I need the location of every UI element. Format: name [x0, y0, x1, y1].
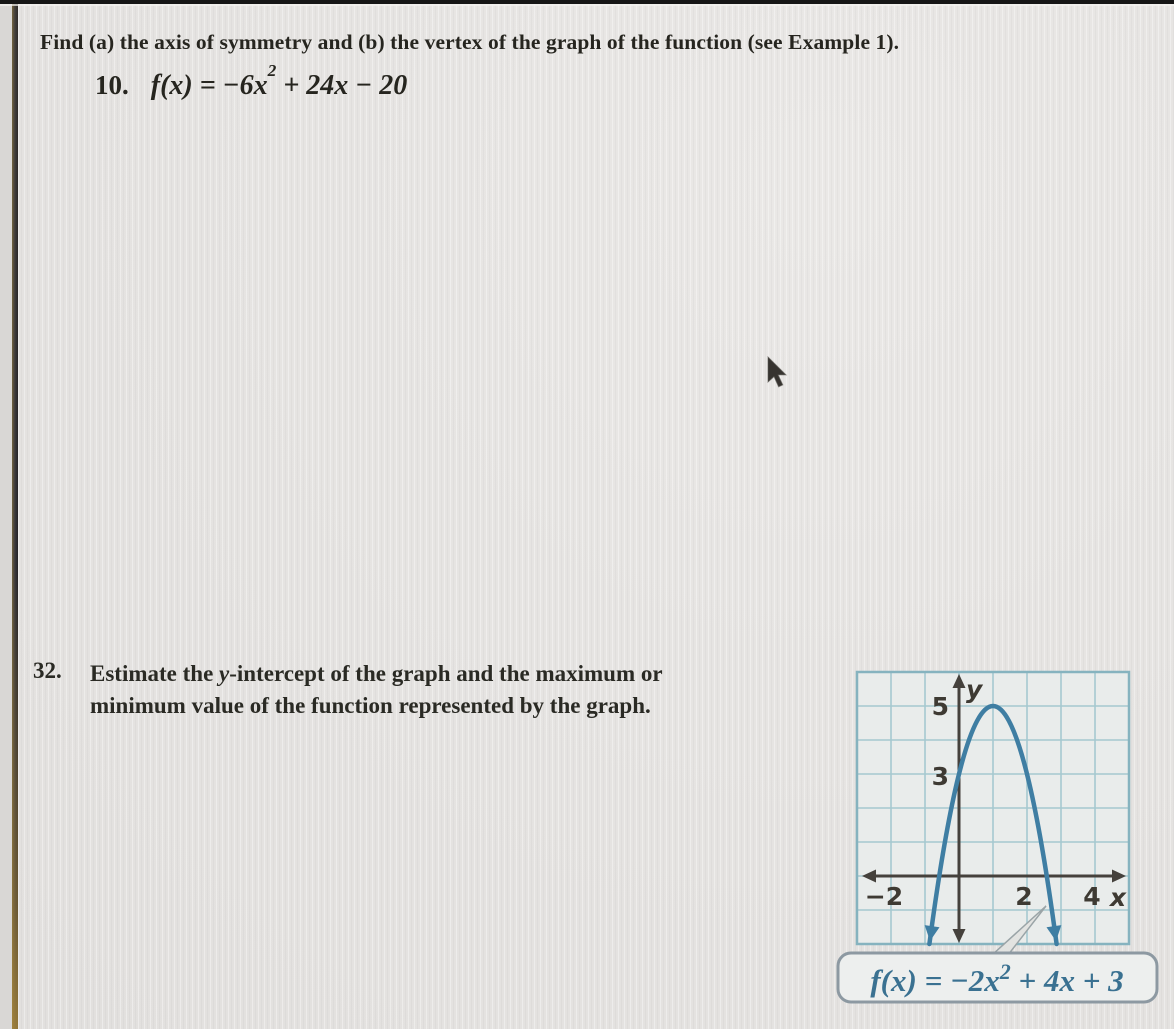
- problem-32: [33, 658, 790, 722]
- top-edge-highlight: [0, 4, 1174, 6]
- mouse-cursor-icon: [766, 356, 790, 392]
- y-axis-label: y: [966, 675, 983, 704]
- mouse-cursor-svg: [766, 356, 790, 392]
- problem-10-number: 10.: [95, 70, 129, 100]
- expression-exponent: 2: [267, 60, 277, 80]
- parabola-graph-svg: [835, 659, 1167, 1011]
- tick-label-y3: 3: [931, 762, 949, 791]
- parabola-figure: [835, 659, 1167, 1011]
- cursor-arrow-shape: [768, 357, 786, 387]
- problem-32-line1: [90, 658, 790, 690]
- section-instructions: Find (a) the axis of symmetry and (b) the vertex of the graph of the function (see Example 1).: [40, 30, 900, 54]
- equation-text: [870, 959, 1123, 998]
- adjacent-page-edge: [0, 0, 12, 1029]
- line1-prefix: Estimate the: [90, 661, 220, 686]
- tick-label-xneg2: −2: [864, 882, 904, 911]
- x-axis-label: x: [1109, 883, 1127, 912]
- expression-base: f(x) = −6x: [150, 70, 268, 101]
- tick-label-y5: 5: [931, 692, 949, 721]
- problem-32-text: [90, 658, 790, 722]
- problem-10: [95, 60, 408, 102]
- problem-10-expression: [150, 60, 408, 102]
- tick-label-x4: 4: [1083, 882, 1101, 911]
- line1-variable: y: [219, 661, 230, 686]
- expression-rest: + 24x − 20: [276, 70, 408, 101]
- equation-base: f(x) = −2x: [870, 963, 1000, 998]
- book-spine-line: [12, 0, 18, 1029]
- problem-32-number: 32.: [33, 658, 62, 683]
- line1-suffix: -intercept of the graph and the maximum or: [229, 661, 663, 686]
- equation-exponent: 2: [999, 959, 1011, 984]
- equation-rest: + 4x + 3: [1010, 963, 1124, 998]
- problem-32-line2: minimum value of the function represented by the graph.: [90, 693, 651, 718]
- tick-label-x2: 2: [1015, 882, 1033, 911]
